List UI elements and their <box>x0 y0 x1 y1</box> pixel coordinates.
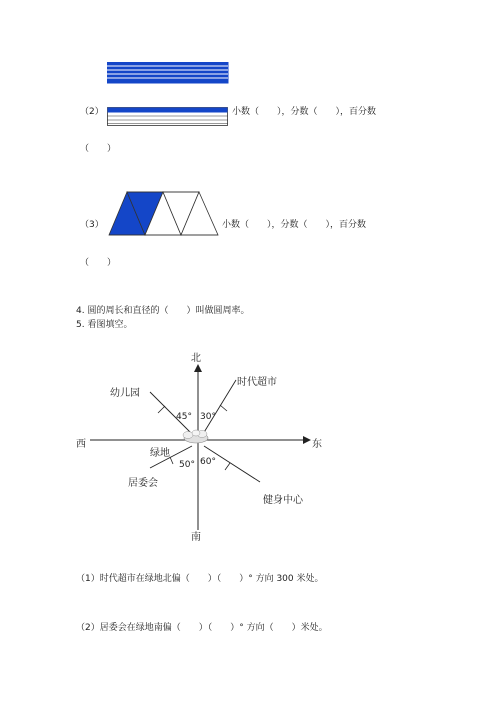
angle-ne-label: 30° <box>200 412 216 422</box>
q3-prompt: 小数（ ），分数（ ），百分数 <box>222 220 367 230</box>
kindergarten-label: 幼儿园 <box>110 388 140 399</box>
angle-nw-label: 45° <box>176 412 192 422</box>
direction-diagram <box>70 345 330 550</box>
supermarket-label: 时代超市 <box>237 377 277 388</box>
east-label: 东 <box>312 439 322 450</box>
striped-bar-figure-1 <box>107 62 229 84</box>
q4-text: 4. 圆的周长和直径的（ ）叫做圆周率。 <box>76 306 250 316</box>
greenspace-label: 绿地 <box>150 448 170 459</box>
q5-sub1: （1）时代超市在绿地北偏（ ）（ ）° 方向 300 米处。 <box>76 574 324 584</box>
gym-label: 健身中心 <box>263 495 303 506</box>
west-label: 西 <box>76 439 86 450</box>
angle-sw-label: 50° <box>179 460 195 470</box>
q2-answer-blank: （ ） <box>80 144 117 154</box>
q5-text: 5. 看图填空。 <box>76 320 133 330</box>
angle-se-label: 60° <box>200 457 216 467</box>
q3-label: （3） <box>80 220 104 230</box>
committee-label: 居委会 <box>128 478 158 489</box>
q3-answer-blank: （ ） <box>80 258 117 268</box>
north-label: 北 <box>191 353 201 364</box>
q2-label: （2） <box>80 107 104 117</box>
triangle-strip-figure <box>108 191 220 237</box>
q2-prompt: 小数（ ），分数（ ），百分数 <box>232 107 377 117</box>
striped-bar-figure-2 <box>107 107 229 127</box>
q5-sub2: （2）居委会在绿地南偏（ ）（ ）° 方向（ ）米处。 <box>76 623 328 633</box>
south-label: 南 <box>191 532 201 543</box>
